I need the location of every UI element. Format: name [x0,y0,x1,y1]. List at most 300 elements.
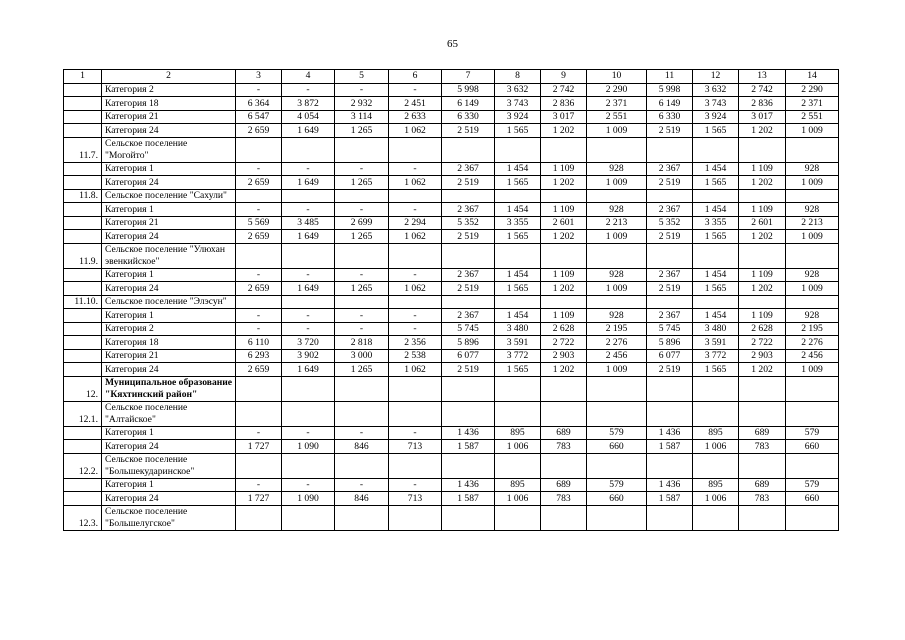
row-number-cell [64,83,102,97]
row-name-cell: Категория 2 [102,83,236,97]
value-cell: 3 480 [693,322,739,336]
value-cell: - [236,268,282,282]
value-cell [693,505,739,530]
row-name-cell: Категория 24 [102,492,236,506]
row-number-cell [64,162,102,176]
value-cell [389,376,442,401]
row-name-cell: Категория 24 [102,124,236,138]
value-cell [495,243,541,268]
value-cell: 1 265 [335,363,389,377]
value-cell: 1 454 [693,203,739,217]
value-cell: 3 355 [693,216,739,230]
row-name-cell: Сельское поселение "Алтайское" [102,401,236,426]
value-cell [693,189,739,203]
value-cell [236,376,282,401]
value-cell: 4 054 [282,110,335,124]
row-number-cell: 12.2. [64,453,102,478]
value-cell [786,189,839,203]
value-cell [647,505,693,530]
header-cell: 8 [495,70,541,84]
value-cell: 783 [739,492,786,506]
value-cell: 689 [541,426,587,440]
value-cell: 1 009 [587,124,647,138]
value-cell: 1 454 [693,309,739,323]
value-cell: 1 202 [541,176,587,190]
value-cell: 783 [739,440,786,454]
value-cell: 1 265 [335,282,389,296]
value-cell: 3 743 [495,97,541,111]
value-cell [739,137,786,162]
value-cell: 1 006 [495,440,541,454]
value-cell: 2 519 [442,176,495,190]
value-cell [647,453,693,478]
value-cell: 1 009 [786,282,839,296]
value-cell [236,401,282,426]
value-cell: 1 454 [495,162,541,176]
value-cell: 928 [587,309,647,323]
row-name-cell: Категория 21 [102,349,236,363]
table-row [64,295,839,309]
value-cell [335,295,389,309]
value-cell [335,189,389,203]
value-cell: 6 149 [647,97,693,111]
row-number-cell [64,309,102,323]
value-cell: - [335,203,389,217]
value-cell: 1 202 [739,230,786,244]
value-cell: 660 [786,440,839,454]
row-name-cell: Категория 24 [102,440,236,454]
value-cell: - [389,309,442,323]
header-cell: 3 [236,70,282,84]
value-cell: 928 [786,203,839,217]
value-cell: 2 294 [389,216,442,230]
value-cell [541,243,587,268]
value-cell: 1 565 [495,363,541,377]
value-cell: 2 213 [786,216,839,230]
row-number-cell: 12.3. [64,505,102,530]
value-cell: 1 265 [335,230,389,244]
table-row [64,268,839,282]
value-cell: 2 659 [236,124,282,138]
value-cell: 1 109 [739,162,786,176]
table-row [64,243,839,268]
value-cell: - [282,478,335,492]
value-cell [693,243,739,268]
table-row [64,349,839,363]
value-cell: 3 480 [495,322,541,336]
value-cell: 6 149 [442,97,495,111]
value-cell [739,243,786,268]
value-cell [282,505,335,530]
value-cell: 928 [786,162,839,176]
value-cell: 2 519 [647,230,693,244]
value-cell: 3 924 [495,110,541,124]
value-cell: 3 000 [335,349,389,363]
value-cell: 6 293 [236,349,282,363]
row-name-cell: Категория 1 [102,203,236,217]
table-row [64,176,839,190]
value-cell: 3 355 [495,216,541,230]
value-cell [693,453,739,478]
value-cell: 928 [786,268,839,282]
table-row [64,309,839,323]
row-number-cell [64,426,102,440]
header-cell: 6 [389,70,442,84]
value-cell: 5 896 [442,336,495,350]
value-cell: 6 077 [647,349,693,363]
value-cell: 689 [541,478,587,492]
value-cell: 1 090 [282,492,335,506]
value-cell: 2 276 [587,336,647,350]
row-number-cell [64,282,102,296]
value-cell [739,376,786,401]
page-number: 65 [447,38,458,50]
value-cell: 5 352 [647,216,693,230]
row-number-cell: 11.8. [64,189,102,203]
value-cell: 2 659 [236,363,282,377]
value-cell: 2 276 [786,336,839,350]
value-cell: 2 519 [647,282,693,296]
value-cell: 1 202 [541,124,587,138]
value-cell [335,401,389,426]
value-cell: - [282,162,335,176]
value-cell [335,243,389,268]
value-cell: 3 772 [495,349,541,363]
table-row [64,322,839,336]
value-cell: 2 195 [786,322,839,336]
value-cell: 783 [541,440,587,454]
value-cell: 1 062 [389,363,442,377]
value-cell: - [335,83,389,97]
value-cell: 2 367 [442,309,495,323]
row-name-cell: Категория 1 [102,309,236,323]
value-cell: 5 569 [236,216,282,230]
value-cell [541,137,587,162]
value-cell: 1 202 [739,176,786,190]
value-cell: 3 485 [282,216,335,230]
row-name-cell: Сельское поселение "Улюхан эвенкийское" [102,243,236,268]
header-cell: 13 [739,70,786,84]
value-cell: 579 [786,478,839,492]
value-cell: 1 565 [693,282,739,296]
value-cell: 2 903 [541,349,587,363]
value-cell [389,295,442,309]
value-cell [587,505,647,530]
value-cell: 1 265 [335,124,389,138]
value-cell: - [236,203,282,217]
value-cell: - [389,268,442,282]
value-cell: - [282,83,335,97]
table-row [64,478,839,492]
value-cell [739,505,786,530]
value-cell [786,295,839,309]
value-cell [541,189,587,203]
value-cell: 1 109 [541,203,587,217]
value-cell: 895 [693,426,739,440]
value-cell [442,295,495,309]
value-cell: 2 290 [786,83,839,97]
table-row [64,282,839,296]
value-cell [389,189,442,203]
value-cell [389,137,442,162]
value-cell: 2 742 [541,83,587,97]
header-cell: 7 [442,70,495,84]
value-cell: 1 436 [647,478,693,492]
value-cell [236,243,282,268]
value-cell: - [282,203,335,217]
row-number-cell [64,124,102,138]
table-row [64,440,839,454]
value-cell [587,295,647,309]
value-cell: 1 436 [442,478,495,492]
value-cell: 2 932 [335,97,389,111]
value-cell: 1 565 [495,176,541,190]
value-cell: - [236,162,282,176]
value-cell: 1 009 [587,230,647,244]
value-cell: 2 519 [647,363,693,377]
table-row [64,97,839,111]
value-cell [495,376,541,401]
value-cell [587,401,647,426]
value-cell: 5 745 [647,322,693,336]
value-cell: - [282,309,335,323]
value-cell: 1 009 [786,230,839,244]
value-cell: 1 436 [442,426,495,440]
value-cell: 660 [587,492,647,506]
value-cell [389,453,442,478]
table-row [64,426,839,440]
value-cell [587,137,647,162]
header-cell: 12 [693,70,739,84]
value-cell [236,137,282,162]
row-number-cell [64,349,102,363]
value-cell [282,295,335,309]
row-number-cell: 12. [64,376,102,401]
value-cell: 1 649 [282,230,335,244]
value-cell [442,137,495,162]
value-cell: 1 202 [739,282,786,296]
value-cell: 2 836 [541,97,587,111]
value-cell: 3 872 [282,97,335,111]
value-cell [541,401,587,426]
value-cell: 1 009 [786,363,839,377]
value-cell: 2 519 [647,176,693,190]
value-cell: 1 565 [693,176,739,190]
value-cell: 1 454 [693,268,739,282]
value-cell [495,505,541,530]
value-cell [693,137,739,162]
value-cell [442,243,495,268]
value-cell: 1 009 [786,176,839,190]
row-number-cell [64,203,102,217]
value-cell [442,505,495,530]
value-cell: 1 109 [739,203,786,217]
value-cell: 5 998 [442,83,495,97]
value-cell: 895 [495,478,541,492]
value-cell [495,295,541,309]
value-cell [693,295,739,309]
tariff-table [63,69,839,531]
value-cell: 2 551 [587,110,647,124]
value-cell: 713 [389,492,442,506]
value-cell [282,453,335,478]
value-cell: 1 454 [693,162,739,176]
value-cell: 1 649 [282,176,335,190]
value-cell [495,137,541,162]
value-cell [282,243,335,268]
value-cell [786,137,839,162]
value-cell: 3 743 [693,97,739,111]
value-cell: 2 367 [647,162,693,176]
value-cell: 3 924 [693,110,739,124]
row-name-cell: Сельское поселение "Элэсун" [102,295,236,309]
value-cell: 1 009 [587,176,647,190]
value-cell [587,453,647,478]
table-row [64,376,839,401]
table-row [64,162,839,176]
table-header-row [64,70,839,84]
row-number-cell [64,492,102,506]
row-name-cell: Категория 24 [102,230,236,244]
table-row [64,230,839,244]
row-number-cell: 11.9. [64,243,102,268]
value-cell: - [389,203,442,217]
row-number-cell [64,176,102,190]
value-cell [236,295,282,309]
value-cell: 928 [587,162,647,176]
value-cell: 3 114 [335,110,389,124]
value-cell: 1 006 [495,492,541,506]
value-cell: 5 896 [647,336,693,350]
value-cell: 2 519 [442,363,495,377]
value-cell [786,376,839,401]
row-name-cell: Муниципальное образование "Кяхтинский район" [102,376,236,401]
value-cell: 3 632 [495,83,541,97]
value-cell: 660 [786,492,839,506]
value-cell [335,376,389,401]
value-cell: 1 062 [389,124,442,138]
header-cell: 5 [335,70,389,84]
value-cell: - [389,322,442,336]
value-cell: - [335,426,389,440]
value-cell: 5 352 [442,216,495,230]
header-cell: 1 [64,70,102,84]
value-cell [282,137,335,162]
value-cell: 6 364 [236,97,282,111]
value-cell: 2 836 [739,97,786,111]
value-cell: 2 367 [647,268,693,282]
value-cell: 846 [335,492,389,506]
value-cell: 2 742 [739,83,786,97]
value-cell [647,376,693,401]
row-name-cell: Сельское поселение "Большекударинское" [102,453,236,478]
value-cell: - [389,478,442,492]
value-cell: 1 062 [389,230,442,244]
value-cell [739,401,786,426]
row-number-cell [64,97,102,111]
value-cell: 1 202 [541,282,587,296]
value-cell: - [389,83,442,97]
value-cell: 1 006 [693,440,739,454]
value-cell: 3 720 [282,336,335,350]
value-cell: 2 551 [786,110,839,124]
value-cell [647,243,693,268]
table-body [64,70,839,531]
table-row [64,137,839,162]
value-cell: 1 109 [541,162,587,176]
value-cell [786,243,839,268]
value-cell [389,505,442,530]
value-cell: 2 519 [647,124,693,138]
table-row [64,492,839,506]
value-cell [647,137,693,162]
value-cell: 1 109 [739,268,786,282]
row-name-cell: Категория 1 [102,268,236,282]
value-cell: 1 587 [442,492,495,506]
value-cell: 1 727 [236,492,282,506]
value-cell: 2 699 [335,216,389,230]
value-cell: 3 017 [739,110,786,124]
value-cell: 2 659 [236,176,282,190]
value-cell: 5 998 [647,83,693,97]
value-cell: 2 195 [587,322,647,336]
value-cell: 2 601 [739,216,786,230]
value-cell [693,376,739,401]
value-cell: 2 519 [442,124,495,138]
value-cell: 1 587 [442,440,495,454]
value-cell [389,401,442,426]
row-number-cell: 12.1. [64,401,102,426]
row-number-cell [64,216,102,230]
value-cell: 3 591 [495,336,541,350]
row-number-cell [64,268,102,282]
header-cell: 9 [541,70,587,84]
row-name-cell: Категория 1 [102,162,236,176]
value-cell [541,505,587,530]
row-name-cell: Сельское поселение "Большелугское" [102,505,236,530]
value-cell: 1 436 [647,426,693,440]
value-cell: 1 454 [495,203,541,217]
value-cell: 5 745 [442,322,495,336]
row-number-cell [64,322,102,336]
value-cell [236,505,282,530]
value-cell [335,505,389,530]
value-cell: 713 [389,440,442,454]
value-cell: - [236,426,282,440]
value-cell: 2 290 [587,83,647,97]
value-cell: - [389,162,442,176]
value-cell: 1 062 [389,176,442,190]
value-cell: 689 [739,478,786,492]
table-row [64,203,839,217]
value-cell: 3 902 [282,349,335,363]
value-cell: 2 356 [389,336,442,350]
value-cell: - [335,478,389,492]
value-cell: 579 [786,426,839,440]
value-cell: 1 109 [739,309,786,323]
value-cell: - [335,309,389,323]
value-cell: 6 330 [442,110,495,124]
value-cell: 2 601 [541,216,587,230]
value-cell [786,505,839,530]
value-cell: 6 077 [442,349,495,363]
value-cell [739,295,786,309]
value-cell [739,453,786,478]
value-cell [647,189,693,203]
value-cell: 1 009 [587,282,647,296]
value-cell: 579 [587,478,647,492]
header-cell: 10 [587,70,647,84]
